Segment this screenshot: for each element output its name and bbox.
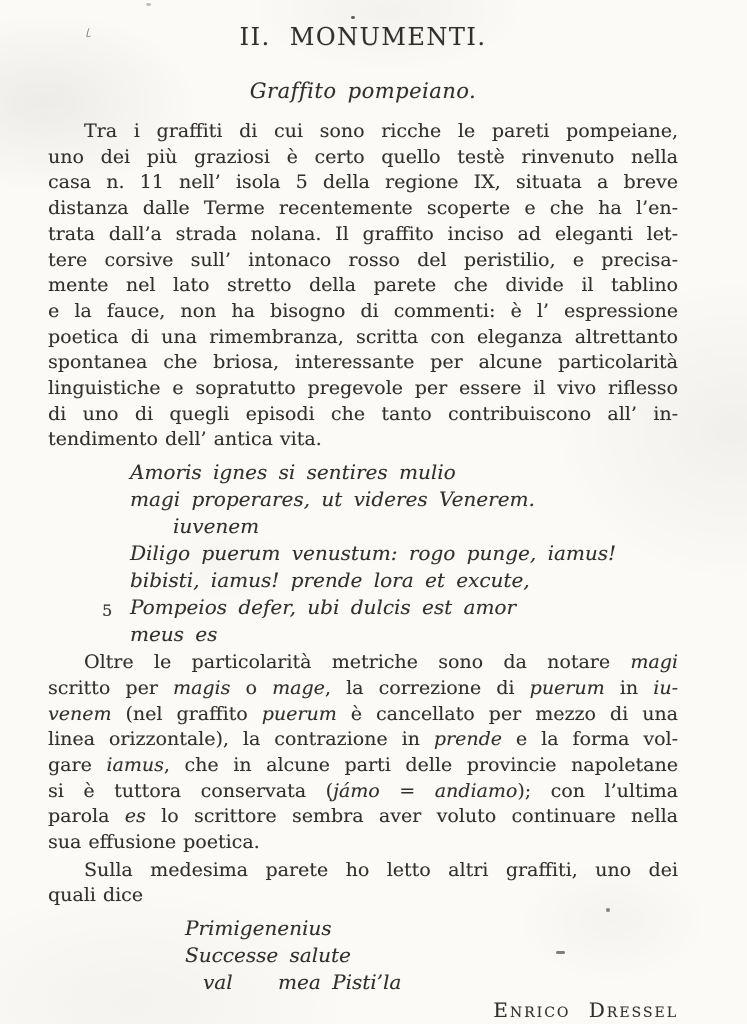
text-segment: Tra i graffiti di cui sono ricche le pareti pompeiane, [84, 120, 678, 142]
text-segment: prende [433, 728, 502, 751]
text-segment: , che in alcune parti delle provincie napoletane [163, 753, 678, 776]
text-line [48, 427, 678, 453]
text-line [48, 402, 678, 428]
text-segment: quali dice [48, 884, 144, 907]
text-line [48, 299, 678, 325]
paragraph-commentary [48, 650, 678, 856]
text-segment: distanza dalle Terme recentemente scoperte e che ha l’en- [48, 197, 678, 220]
text-line [48, 804, 678, 830]
text-segment: uno dei più graziosi è certo quello testè rinvenuto nella [48, 145, 678, 168]
text-segment: parola [48, 805, 125, 828]
text-line [185, 969, 678, 996]
text-line [102, 594, 678, 621]
text-segment: linea orizzontale), la contrazione in [48, 728, 434, 751]
text-segment: spontanea che briosa, interessante per alcune particolarità [48, 351, 678, 374]
text-line [48, 702, 678, 728]
text-line [48, 830, 678, 856]
text-line [48, 753, 678, 779]
text-line [48, 883, 678, 909]
text-segment: Oltre le particolarità metriche sono da notare [84, 651, 631, 674]
scan-speck-above-title [351, 16, 355, 19]
text-segment: Successe salute [185, 943, 351, 968]
text-segment: trata dall’a strada nolana. Il graffito inciso ad eleganti let- [48, 222, 678, 245]
text-segment: tendimento dell’ antica vita. [48, 428, 322, 451]
text-segment: Primigenenius [185, 916, 332, 941]
text-line [130, 486, 678, 513]
text-line [130, 567, 678, 594]
latin-verse-block [102, 459, 678, 648]
text-segment: es [124, 805, 146, 828]
text-segment: in [604, 676, 654, 699]
text-segment: (nel graffito [111, 702, 262, 725]
text-segment: Pompeios defer, ubi dulcis est amor [130, 595, 517, 620]
section-title: II. MONUMENTI. [239, 23, 487, 51]
text-line [130, 621, 678, 648]
text-segment: tere corsive sull’ intonaco rosso del peristilio, e precisa- [48, 248, 678, 271]
text-line [185, 942, 678, 969]
text-segment: puerum [529, 676, 605, 699]
text-segment: Amoris ignes si sentires mulio [130, 460, 456, 485]
text-line [48, 350, 678, 376]
text-line [48, 727, 678, 753]
text-segment: Diligo puerum venustum: rogo punge, iamus! [130, 541, 617, 566]
text-segment: bibisti, iamus! prende lora et excute, [130, 568, 530, 593]
text-line [48, 145, 678, 171]
text-segment: poetica di una rimembranza, scritta con eleganza altrettanto [48, 325, 678, 348]
text-line [48, 196, 678, 222]
text-segment: iu- [653, 676, 678, 699]
text-line [48, 325, 678, 351]
text-segment: val mea Pisti’la [203, 970, 402, 995]
text-segment: è cancellato per mezzo di una [336, 702, 678, 725]
text-segment: e la fauce, non ha bisogno di commenti: è l’ espressione [48, 299, 678, 322]
text-segment: Sulla medesima parete ho letto altri graffiti, uno dei [84, 858, 678, 881]
text-segment: linguistiche e sopratutto pregevole per essere il vivo riflesso [48, 377, 678, 400]
graffito-quote-block [185, 915, 678, 996]
text-line [48, 650, 678, 676]
text-line [130, 540, 678, 567]
text-segment: scritto per [48, 676, 174, 699]
text-segment: magi [630, 651, 678, 674]
text-segment: lo scrittore sembra aver voluto continuare nella [145, 805, 678, 828]
text-segment: sua effusione poetica. [48, 831, 260, 854]
verse-line-number: 5 [102, 601, 113, 621]
text-line [130, 513, 678, 540]
text-segment: mage [272, 676, 325, 699]
text-line [185, 915, 678, 942]
text-segment: iuvenem [173, 514, 260, 539]
text-segment: casa n. 11 nell’ isola 5 della regione IX, situata a breve [48, 171, 678, 194]
text-line [48, 248, 678, 274]
text-segment: e la forma vol- [501, 728, 679, 751]
text-line [48, 170, 678, 196]
text-segment: jámo [333, 779, 380, 802]
text-segment: di uno di quegli episodi che tanto contribuiscono all’ in- [48, 402, 678, 425]
text-line [48, 676, 678, 702]
scan-speck-top [146, 3, 151, 6]
text-line [48, 779, 678, 805]
text-line [48, 119, 678, 145]
text-segment: = [379, 779, 435, 802]
text-segment: gare [48, 753, 107, 776]
article-title: Graffito pompeiano. [249, 79, 477, 103]
text-segment: magis [173, 676, 231, 699]
text-segment: mente nel lato stretto della parete che divide il tablino [48, 274, 678, 297]
text-segment: andiamo [434, 779, 518, 802]
text-segment: puerum [261, 702, 337, 725]
text-segment: ); con l’ultima [517, 779, 678, 802]
text-segment: meus es [130, 622, 218, 647]
text-line [48, 858, 678, 884]
text-segment: iamus [106, 753, 164, 776]
text-segment: magi properares, ut videres Venerem. [130, 487, 535, 512]
text-segment: o [230, 676, 273, 699]
paragraph-other-graffiti [48, 858, 678, 909]
text-line [48, 273, 678, 299]
text-line [130, 459, 678, 486]
author-signature: Enrico Dressel [493, 998, 678, 1023]
text-line [48, 222, 678, 248]
text-segment: , la correzione di [324, 676, 530, 699]
paragraph-intro [48, 119, 678, 453]
text-line [48, 376, 678, 402]
text-segment: venem [48, 702, 112, 725]
text-segment: si è tuttora conservata ( [48, 779, 334, 802]
